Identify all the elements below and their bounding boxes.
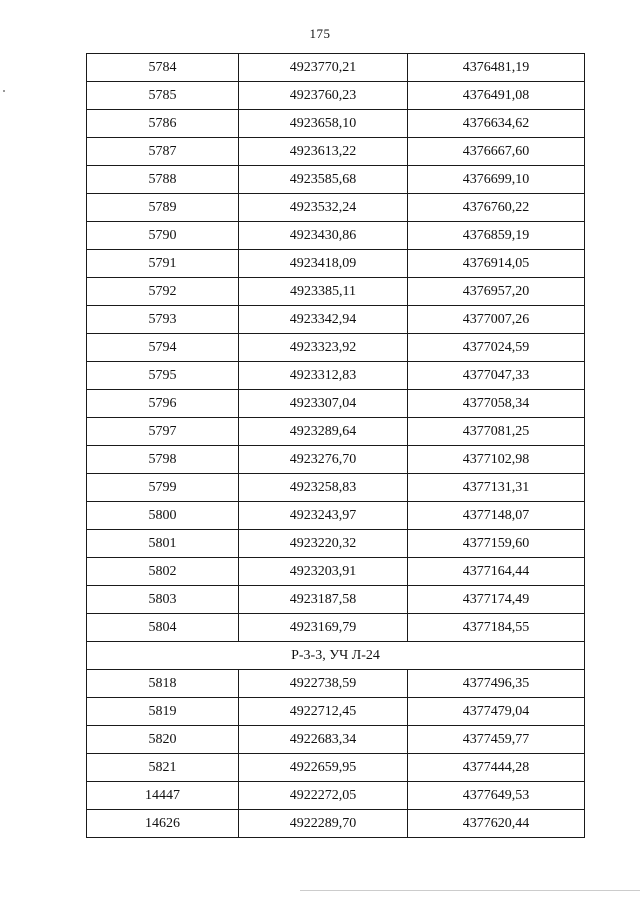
y-coordinate-cell: 4376914,05 [408,250,585,278]
point-number-cell: 5784 [87,54,239,82]
point-number-cell: 5800 [87,502,239,530]
y-coordinate-cell: 4377131,31 [408,474,585,502]
x-coordinate-cell: 4922659,95 [239,754,408,782]
y-coordinate-cell: 4377164,44 [408,558,585,586]
table-row [87,502,585,530]
x-coordinate-cell: 4923760,23 [239,82,408,110]
scan-edge-line [300,890,640,891]
point-number-cell: 5797 [87,418,239,446]
x-coordinate-cell: 4922712,45 [239,698,408,726]
y-coordinate-cell: 4377620,44 [408,810,585,838]
table-row [87,810,585,838]
point-number-cell: 5789 [87,194,239,222]
table-row [87,726,585,754]
y-coordinate-cell: 4376491,08 [408,82,585,110]
scan-artifact [3,90,5,92]
point-number-cell: 5796 [87,390,239,418]
table-row [87,250,585,278]
x-coordinate-cell: 4923658,10 [239,110,408,138]
x-coordinate-cell: 4923532,24 [239,194,408,222]
y-coordinate-cell: 4377081,25 [408,418,585,446]
table-row [87,278,585,306]
table-row [87,782,585,810]
x-coordinate-cell: 4923613,22 [239,138,408,166]
table-row [87,390,585,418]
y-coordinate-cell: 4377174,49 [408,586,585,614]
table-row [87,586,585,614]
y-coordinate-cell: 4377459,77 [408,726,585,754]
table-row [87,614,585,642]
table-row [87,166,585,194]
x-coordinate-cell: 4923342,94 [239,306,408,334]
table-row [87,82,585,110]
y-coordinate-cell: 4376667,60 [408,138,585,166]
point-number-cell: 5795 [87,362,239,390]
point-number-cell: 14626 [87,810,239,838]
x-coordinate-cell: 4923187,58 [239,586,408,614]
y-coordinate-cell: 4377024,59 [408,334,585,362]
y-coordinate-cell: 4376859,19 [408,222,585,250]
point-number-cell: 14447 [87,782,239,810]
y-coordinate-cell: 4377159,60 [408,530,585,558]
table-row [87,362,585,390]
y-coordinate-cell: 4377007,26 [408,306,585,334]
point-number-cell: 5802 [87,558,239,586]
y-coordinate-cell: 4376699,10 [408,166,585,194]
table-row [87,138,585,166]
point-number-cell: 5790 [87,222,239,250]
x-coordinate-cell: 4923770,21 [239,54,408,82]
coordinates-table [86,53,585,838]
coordinates-table-body-part2 [87,670,585,838]
table-row [87,222,585,250]
y-coordinate-cell: 4377184,55 [408,614,585,642]
table-row [87,754,585,782]
y-coordinate-cell: 4377148,07 [408,502,585,530]
y-coordinate-cell: 4377479,04 [408,698,585,726]
table-row [87,54,585,82]
x-coordinate-cell: 4923220,32 [239,530,408,558]
x-coordinate-cell: 4923243,97 [239,502,408,530]
table-row [87,306,585,334]
table-row [87,698,585,726]
point-number-cell: 5785 [87,82,239,110]
x-coordinate-cell: 4922289,70 [239,810,408,838]
x-coordinate-cell: 4923276,70 [239,446,408,474]
y-coordinate-cell: 4376481,19 [408,54,585,82]
point-number-cell: 5798 [87,446,239,474]
x-coordinate-cell: 4923169,79 [239,614,408,642]
x-coordinate-cell: 4923323,92 [239,334,408,362]
y-coordinate-cell: 4376760,22 [408,194,585,222]
page-number: 175 [309,26,331,41]
table-row [87,558,585,586]
x-coordinate-cell: 4923312,83 [239,362,408,390]
x-coordinate-cell: 4923430,86 [239,222,408,250]
point-number-cell: 5791 [87,250,239,278]
section-header-row [87,642,585,670]
y-coordinate-cell: 4377496,35 [408,670,585,698]
x-coordinate-cell: 4922738,59 [239,670,408,698]
point-number-cell: 5787 [87,138,239,166]
x-coordinate-cell: 4923258,83 [239,474,408,502]
y-coordinate-cell: 4376634,62 [408,110,585,138]
table-row [87,670,585,698]
point-number-cell: 5801 [87,530,239,558]
point-number-cell: 5794 [87,334,239,362]
point-number-cell: 5804 [87,614,239,642]
coordinates-table-body-part1 [87,54,585,642]
x-coordinate-cell: 4923585,68 [239,166,408,194]
y-coordinate-cell: 4377047,33 [408,362,585,390]
table-row [87,530,585,558]
x-coordinate-cell: 4923307,04 [239,390,408,418]
point-number-cell: 5803 [87,586,239,614]
section-header-cell: Р-3-3, УЧ Л-24 [87,642,585,670]
x-coordinate-cell: 4923418,09 [239,250,408,278]
table-row [87,446,585,474]
y-coordinate-cell: 4377058,34 [408,390,585,418]
y-coordinate-cell: 4377102,98 [408,446,585,474]
table-row [87,418,585,446]
point-number-cell: 5819 [87,698,239,726]
x-coordinate-cell: 4922683,34 [239,726,408,754]
section-header-group [87,642,585,670]
point-number-cell: 5820 [87,726,239,754]
point-number-cell: 5821 [87,754,239,782]
table-row [87,474,585,502]
table-row [87,334,585,362]
point-number-cell: 5788 [87,166,239,194]
point-number-cell: 5792 [87,278,239,306]
y-coordinate-cell: 4377649,53 [408,782,585,810]
x-coordinate-cell: 4923203,91 [239,558,408,586]
x-coordinate-cell: 4923289,64 [239,418,408,446]
table-row [87,194,585,222]
y-coordinate-cell: 4376957,20 [408,278,585,306]
point-number-cell: 5818 [87,670,239,698]
x-coordinate-cell: 4922272,05 [239,782,408,810]
point-number-cell: 5793 [87,306,239,334]
y-coordinate-cell: 4377444,28 [408,754,585,782]
point-number-cell: 5799 [87,474,239,502]
point-number-cell: 5786 [87,110,239,138]
x-coordinate-cell: 4923385,11 [239,278,408,306]
table-row [87,110,585,138]
